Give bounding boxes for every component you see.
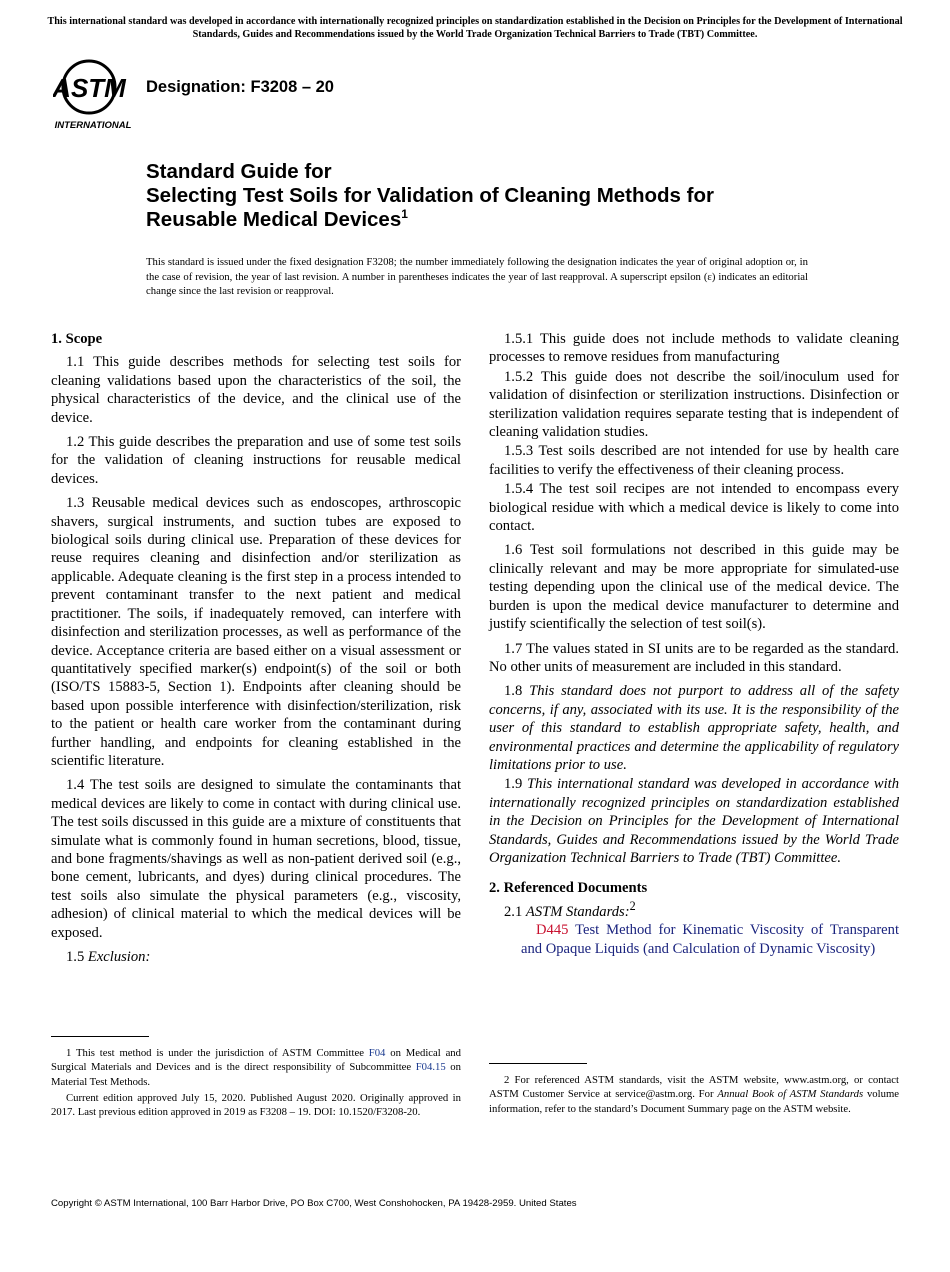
paragraph-2-1: 2.1 ASTM Standards:$^2$ [504,898,636,920]
reference-code: D445 [536,922,569,939]
section-heading-scope: 1. Scope [51,331,103,347]
paragraph-1-4: 1.4 The test soils are designed to simulate the contaminants that medical devices are likely to come in contact with during clinical use. The test soils discussed in this guide are a mixture of constituents that simulate what is commonly found in human secretions, blood, tissue, and bone fragments/shavings as well as non-patient derived soil (e.g., bone cement, lubricants, and dyes) during clinical procedures. The test soils also simulate the physical parameters (e.g., viscosity, adhesion) of clinical material to which the medical devices will be exposed. [51,777,461,941]
paragraph-1-5-4: 1.5.4 The test soil recipes are not intended to encompass every biological residue with which a medical device is likely to come into contact. [489,481,899,535]
designation: Designation: F3208 – 20 [146,78,334,96]
logo-letters: ASTM [53,73,126,103]
title-line-2: Selecting Test Soils for Validation of Cleaning Methods for [146,184,714,207]
paragraph-1-7: 1.7 The values stated in SI units are to be regarded as the standard. No other units of measurement are included in this standard. [489,640,899,675]
subcommittee-link[interactable]: F04.15 [415,1061,446,1074]
title-footnote-mark: 1 [401,207,408,222]
copyright-notice: Copyright © ASTM International, 100 Barr Harbor Drive, PO Box C700, West Conshohocken, PA 19428-2959. United States [51,1198,577,1209]
intro-paragraph: This standard is issued under the fixed designation F3208; the number immediately following the designation indicates the year of original adoption or, in the case of revision, the year of last revision. A number in parentheses indicates the year of last reapproval. A superscript epsilon (ε) indicates an editorial change since the last revision or reapproval. [146,256,808,298]
reference-d445[interactable] [489,921,899,958]
document-title [146,160,866,232]
paragraph-1-6: 1.6 Test soil formulations not described in this guide may be clinically relevant and may be more appropriate for simulated-use testing depending upon the clinical use of the medical device. The burden is upon the medical device manufacturer to determine and justify scientifically the selection of test soil(s). [489,542,899,633]
section-heading-referenced-documents: 2. Referenced Documents [489,880,648,897]
logo-subtitle: INTERNATIONAL [54,120,132,131]
paragraph-1-5-2: 1.5.2 This guide does not describe the soil/inoculum used for validation of disinfection or sterilization instructions. Disinfection or sterilization validation requires separate testing that is independent of cleaning validation studies. [489,368,899,441]
title-line-1: Standard Guide for [146,160,332,183]
committee-link[interactable]: F04 [368,1047,386,1059]
paragraph-1-5-3: 1.5.3 Test soils described are not intended for use by health care facilities to verify the effectiveness of their cleaning process. [489,443,899,478]
footnote-2-text: 2 For referenced ASTM standards, visit the ASTM website, www.astm.org, or contact ASTM Customer Service at service@astm.org. For Annual Book of ASTM Standards volume information, refer to the standard’s Document Summary page on the ASTM website. [489,1074,899,1115]
paragraph-1-8: 1.8 This standard does not purport to address all of the safety concerns, if any, associated with its use. It is the responsibility of the user of this standard to establish appropriate safety, health, and environmental practices and determine the applicability of regulatory limitations prior to use. [489,683,899,773]
footnote-1 [51,1046,461,1121]
footnote-1-text: 1 This test method is under the jurisdiction of ASTM Committee F04 on Medical and Surgical Materials and Devices and is the direct responsibility of Subcommittee F04.15 on Material Test Methods. [51,1047,461,1088]
footnote-divider-right [489,1063,587,1064]
paragraph-1-3: 1.3 Reusable medical devices such as endoscopes, arthroscopic shavers, surgical instruments, and suction tubes are exposed to biological soils during clinical use. Preparation of these devices for reuse requires cleaning and disinfection and/or sterilization as applicable. Adequate cleaning is the first step in a process intended to prevent contaminant transfer to the next patient and medical practitioner. The soils, if inadequately removed, can interfere with disinfection and sterilization processes, as well as performance of the device. Acceptance criteria are based either on a visual assessment or quantitatively specified marker(s) endpoint(s) of the soil or both (ISO/TS 15883-5, Section 1). Endpoints after cleaning should be based upon possible interference with disinfection/sterilization, risk to the patient or health care worker from the contaminant during further handling, and endpoints for cleaning established in the scientific literature. [51,495,461,769]
paragraph-1-5-1: 1.5.1 This guide does not include methods to validate cleaning processes to remove residues from manufacturing [489,331,899,366]
right-column [489,330,899,964]
paragraph-1-1: 1.1 This guide describes methods for selecting test soils for cleaning validations based upon the characteristics of the soil, the physical characteristics of the device, and the clinical use of the device. [51,354,461,426]
footnote-mark-2: 2 [629,898,636,913]
paragraph-1-2: 1.2 This guide describes the preparation and use of some test soils for the validation of cleaning instructions for reusable medical devices. [51,434,461,487]
footnote-2 [489,1073,899,1118]
left-column [51,330,461,972]
astm-logo [53,57,135,133]
paragraph-1-9: 1.9 This international standard was developed in accordance with internationally recognized principles on standardization established in the Decision on Principles for the Development of International Standards, Guides and Recommendations issued by the World Trade Organization Technical Barriers to Trade (TBT) Committee. [489,776,900,866]
footnote-1-edition: Current edition approved July 15, 2020. Published August 2020. Originally approved in 2017. Last previous edition approved in 2019 as F3208 – 19. DOI: 10.1520/F3208-20. [51,1091,461,1119]
paragraph-1-5: 1.5 Exclusion: [66,949,151,965]
reference-title-link: Test Method for Kinematic Viscosity of Transparent and Opaque Liquids (and Calculation of Dynamic Viscosity) [521,922,900,957]
footnote-divider-left [51,1036,149,1037]
title-line-3: Reusable Medical Devices$^1$ [146,207,408,231]
top-notice: This international standard was developed in accordance with internationally recognized principles on standardization established in the Decision on Principles for the Development of International Standards, Guides and Recommendations issued by the World Trade Organization Technical Barriers to Trade (TBT) Committee. [47,16,903,40]
